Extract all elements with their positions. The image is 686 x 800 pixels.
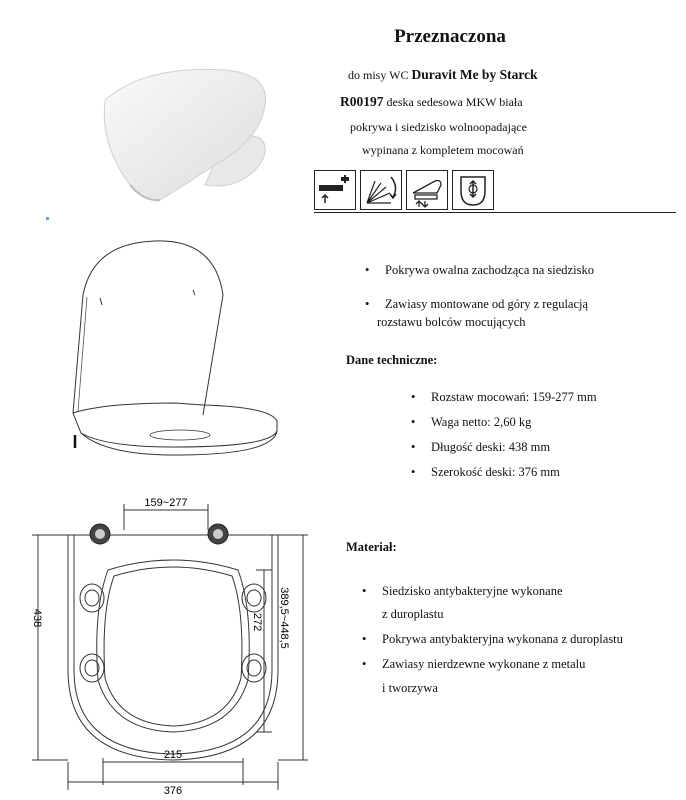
tech-header: Dane techniczne:	[346, 353, 438, 367]
compat-brand: Duravit Me by Starck	[411, 67, 538, 82]
quick-release-icon	[452, 170, 494, 210]
tech-text: Waga netto: 2,60 kg	[431, 415, 532, 429]
dim-top: 159~277	[144, 497, 188, 509]
tech-list	[431, 389, 671, 481]
tech-item	[431, 464, 671, 481]
material-continuation: i tworzywa	[382, 681, 438, 695]
marker-dot	[46, 217, 49, 220]
seat-line-drawing	[45, 235, 285, 460]
compat-line	[348, 67, 538, 83]
material-list	[382, 583, 672, 600]
dim-bottom-outer: 376	[163, 785, 183, 795]
tech-text: Długość deski: 438 mm	[431, 440, 551, 454]
material-text: Siedzisko antybakteryjne wykonane	[382, 584, 563, 598]
feature-item	[385, 296, 675, 313]
tech-text: Szerokość deski: 376 mm	[431, 465, 560, 479]
material-item	[382, 656, 672, 673]
product-code: R00197	[340, 94, 384, 109]
hinge-left-icon	[90, 524, 110, 544]
product-photo	[85, 60, 285, 210]
tech-text: Rozstaw mocowań: 159-277 mm	[431, 390, 597, 404]
compat-prefix: do misy WC	[348, 68, 409, 82]
tech-item	[431, 414, 671, 431]
material-text: Pokrywa antybakteryjna wykonana z duroplastu	[382, 632, 623, 646]
lift-off-icon	[406, 170, 448, 210]
material-list-2	[382, 631, 672, 673]
feature-item	[385, 262, 675, 279]
dimension-drawing	[28, 490, 308, 795]
divider-line	[314, 212, 676, 213]
tech-item	[431, 389, 671, 406]
dim-bottom-inner: 215	[163, 749, 183, 761]
hinge-right-icon	[208, 524, 228, 544]
desc-line-3: pokrywa i siedzisko wolnoopadające	[350, 120, 527, 134]
dim-right-outer: 389,5~448,5	[278, 587, 290, 649]
soft-close-icon	[360, 170, 402, 210]
dim-right-inner: 272	[251, 612, 263, 632]
dim-left: 438	[31, 608, 43, 628]
feature-icons	[314, 170, 494, 210]
material-continuation: z duroplastu	[382, 607, 444, 621]
feature-text: Zawiasy montowane od góry z regulacją	[385, 297, 589, 311]
hinge-top-mount-icon	[314, 170, 356, 210]
product-desc: deska sedesowa MKW biała	[386, 95, 523, 109]
material-item	[382, 583, 672, 600]
feature-text: Pokrywa owalna zachodząca na siedzisko	[385, 263, 594, 277]
feature-list	[385, 262, 675, 313]
page-title: Przeznaczona	[394, 26, 506, 47]
tech-item	[431, 439, 671, 456]
material-text: Zawiasy nierdzewne wykonane z metalu	[382, 657, 586, 671]
desc-line-4: wypinana z kompletem mocowań	[362, 143, 524, 157]
material-item	[382, 631, 672, 648]
feature-continuation: rozstawu bolców mocujących	[377, 315, 526, 329]
product-line	[340, 94, 523, 110]
material-header: Materiał:	[346, 540, 397, 554]
